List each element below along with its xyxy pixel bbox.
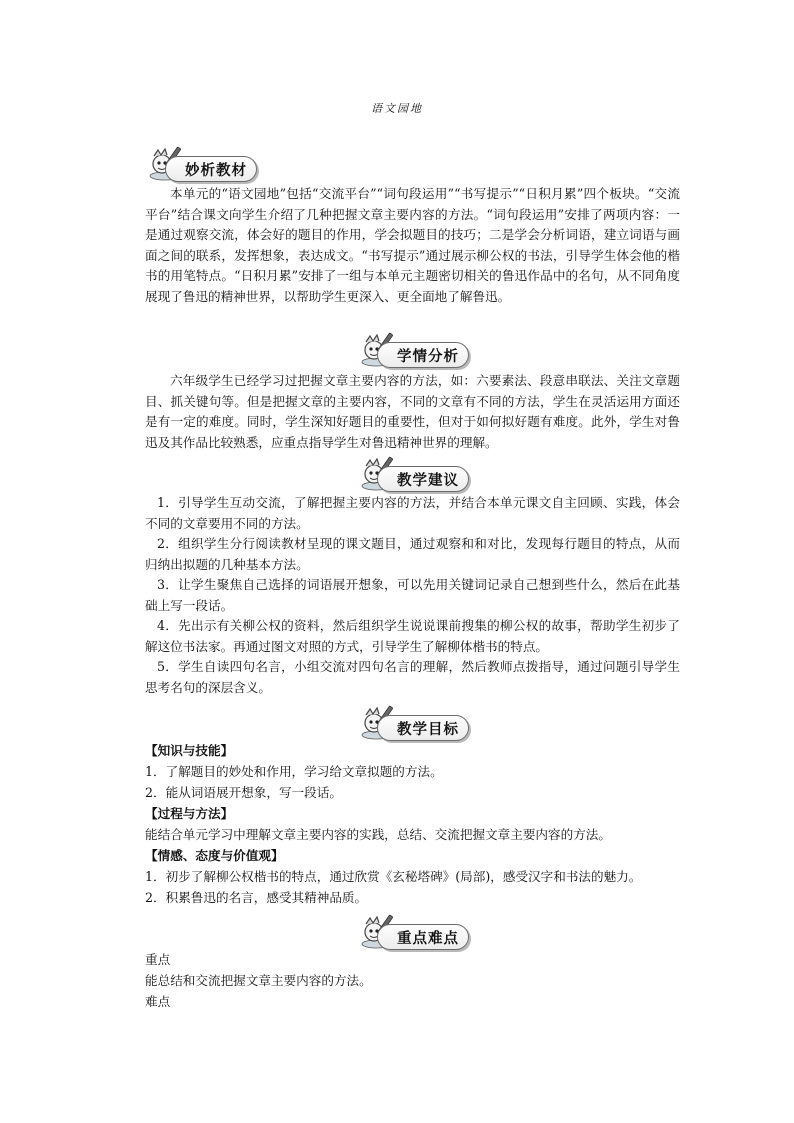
difficult-label: 难点 — [145, 994, 171, 1009]
knowledge-item-2: 2．能从词语展开想象，写一段话。 — [145, 785, 342, 800]
textbook-analysis-paragraph: 本单元的“语文园地”包括“交流平台”“词句段运用”“书写提示”“日积月累”四个板块。“交流平台”结合课文向学生介绍了几种把握文章主要内容的方法。“词句段运用”安排了两项内容：一是通过观察交流，体会好的题目的作用，学会拟题目的技巧；二是学会分析词语，建立词语与画面之间的联系，发挥想象，表达成文。“书写提示”通过展示柳公权的书法，引导学生体会他的楷书的用笔特点。“日积月累”安排了一组与本单元主题密切相关的鲁迅作品中的名句，从不同角度展现了鲁迅的精神世界，以帮助学生更深入、更全面地了解鲁迅。 — [145, 186, 680, 304]
process-text: 能结合单元学习中理解文章主要内容的实践，总结、交流把握文章主要内容的方法。 — [145, 827, 611, 842]
emotion-label: 【情感、态度与价值观】 — [145, 848, 284, 863]
section-title: 妙析教材 — [165, 156, 257, 182]
suggestion-item-3: 3．让学生聚焦自己选择的词语展开想象，可以先用关键词记录自己想到些什么，然后在此基础上写一段话。 — [145, 577, 680, 613]
section-heading-teaching-suggestions — [357, 460, 477, 494]
suggestion-item-1: 1．引导学生互动交流，了解把握主要内容的方法，并结合本单元课文自主回顾、实践，体会不同的文章要用不同的方法。 — [145, 495, 680, 531]
running-title: 语文园地 — [371, 102, 423, 115]
process-label: 【过程与方法】 — [145, 806, 234, 821]
key-text: 能总结和交流把握文章主要内容的方法。 — [145, 973, 372, 988]
suggestion-item-2: 2．组织学生分行阅读教材呈现的课文题目，通过观察和和对比，发现每行题目的特点，从而归纳出拟题的几种基本方法。 — [145, 536, 680, 572]
suggestion-item-4: 4．先出示有关柳公权的资料，然后组织学生说说课前搜集的柳公权的故事，帮助学生初步了解这位书法家。再通过图文对照的方式，引导学生了解柳体楷书的特点。 — [145, 618, 680, 654]
suggestion-item-5: 5．学生自读四句名言，小组交流对四句名言的理解，然后教师点拨指导，通过问题引导学生思考名句的深层含义。 — [145, 659, 680, 695]
section-heading-textbook-analysis — [145, 150, 265, 184]
section-heading-teaching-goals — [357, 709, 477, 743]
section-title: 重点难点 — [377, 924, 469, 950]
knowledge-item-1: 1．了解题目的妙处和作用，学习给文章拟题的方法。 — [145, 764, 443, 779]
section-title: 教学建议 — [377, 466, 469, 492]
emotion-item-2: 2．积累鲁迅的名言，感受其精神品质。 — [145, 890, 368, 905]
knowledge-label: 【知识与技能】 — [145, 743, 234, 758]
learner-analysis-paragraph: 六年级学生已经学习过把握文章主要内容的方法，如：六要素法、段意串联法、关注文章题目、抓关键句等。但是把握文章的主要内容，不同的文章有不同的方法，学生在灵活运用方面还是有一定的难度。同时，学生深知好题目的重要性，但对于如何拟好题有难度。此外，学生对鲁迅及其作品比较熟悉，应重点指导学生对鲁迅精神世界的理解。 — [145, 373, 680, 450]
emotion-item-1: 1．初步了解柳公权楷书的特点，通过欣赏《玄秘塔碑》(局部)，感受汉字和书法的魅力。 — [145, 869, 642, 884]
section-title: 教学目标 — [377, 715, 469, 741]
section-title: 学情分析 — [377, 342, 469, 368]
key-label: 重点 — [145, 952, 171, 967]
section-heading-key-points — [357, 918, 477, 952]
section-heading-learner-analysis — [357, 336, 477, 370]
